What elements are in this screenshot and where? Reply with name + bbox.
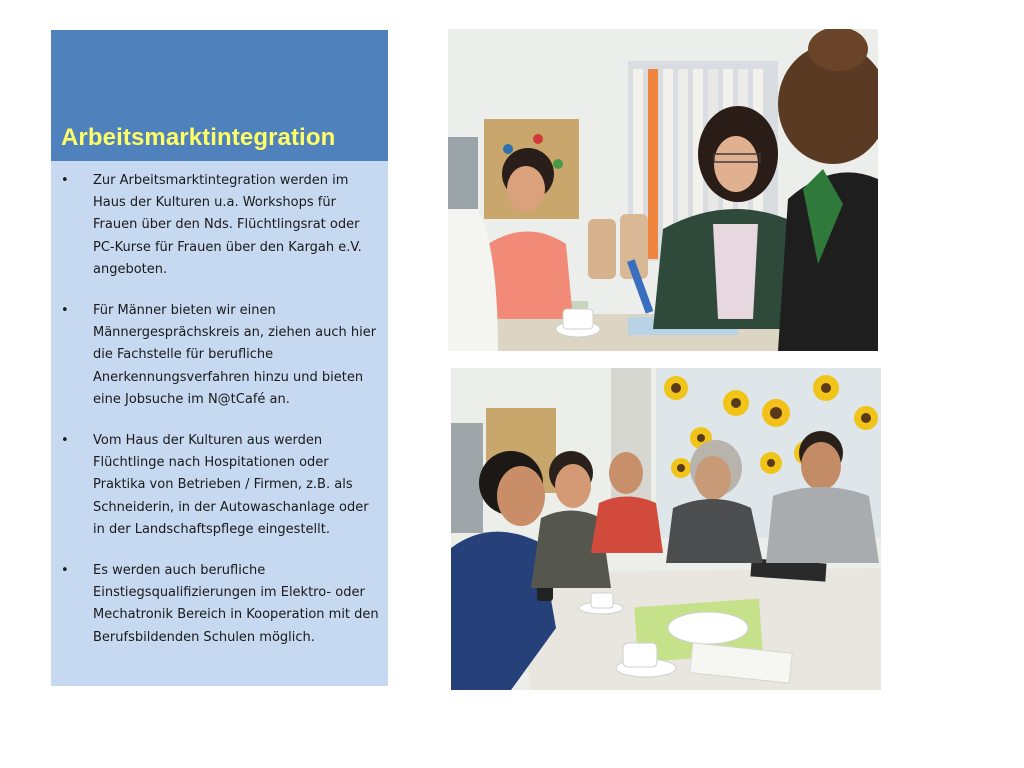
bullet-line: Haus der Kulturen u.a. Workshops für	[93, 195, 336, 211]
bullet-item	[51, 430, 388, 541]
bullet-line: Männergesprächskreis an, ziehen auch hier	[93, 325, 377, 341]
man-face	[555, 464, 591, 508]
man-dark-jacket	[666, 499, 763, 563]
bullet-line: Mechatronik Bereich in Kooperation mit den	[93, 607, 379, 623]
bullet-line: Frauen über den Nds. Flüchtlingsrat oder	[93, 217, 360, 233]
bullet-marker: •	[61, 303, 69, 319]
bullet-line: PC-Kurse für Frauen über den Kargah e.V.	[93, 239, 362, 255]
photo-men-illustration	[451, 368, 881, 690]
cup	[623, 643, 657, 667]
cup	[591, 593, 613, 608]
bullet-line: eine Jobsuche im N@tCafé an.	[93, 391, 290, 407]
bullet-line: angeboten.	[93, 261, 168, 277]
man-face	[609, 452, 643, 494]
bullet-line: die Fachstelle für berufliche	[93, 347, 274, 363]
photo-women-workshop	[448, 29, 878, 351]
text-panel	[51, 30, 388, 686]
bullet-line: Anerkennungsverfahren hinzu und bieten	[93, 369, 364, 385]
bullet-line: Schneiderin, in der Autowaschanlage oder	[93, 499, 369, 515]
bullet-marker: •	[61, 173, 69, 188]
bullet-line: Berufsbildenden Schulen möglich.	[93, 629, 315, 645]
plate	[668, 612, 748, 644]
chair	[588, 219, 616, 279]
cup	[563, 309, 593, 329]
man-face	[695, 456, 731, 500]
bullet-item	[51, 300, 388, 411]
bullet-line: Praktika von Betrieben / Firmen, z.B. als	[93, 477, 353, 493]
bullet-line: Einstiegsqualifizierungen im Elektro- oder	[93, 585, 365, 601]
woman-face	[507, 166, 545, 212]
bullet-marker: •	[61, 433, 69, 449]
panel-header	[51, 30, 388, 161]
photo-women-illustration	[448, 29, 878, 351]
bullet-line: Für Männer bieten wir einen	[93, 303, 276, 319]
woman-face	[714, 136, 758, 192]
pillar	[611, 368, 651, 518]
bullet-item	[51, 560, 388, 649]
man-face	[801, 442, 841, 490]
hair-bun	[808, 29, 868, 71]
man-grey-sweater	[766, 487, 879, 563]
man-red-plaid-shirt	[591, 497, 663, 554]
man-face	[497, 466, 545, 526]
bullet-line: Flüchtlinge nach Hospitationen oder	[93, 455, 329, 471]
bullet-item	[51, 170, 388, 281]
bullet-line: Vom Haus der Kulturen aus werden	[93, 433, 323, 449]
bullet-line: in der Landschaftspflege eingestellt.	[93, 521, 330, 537]
shelf	[448, 137, 478, 217]
bullet-list	[51, 170, 388, 668]
floral-blouse	[713, 224, 758, 319]
bullet-line: Es werden auch berufliche	[93, 563, 266, 579]
photo-men-discussion	[451, 368, 881, 690]
bullet-line: Zur Arbeitsmarktintegration werden im	[93, 173, 349, 188]
bullet-marker: •	[61, 563, 69, 579]
glass-cabinet	[451, 423, 483, 533]
page-title: Arbeitsmarktintegration	[61, 124, 336, 151]
